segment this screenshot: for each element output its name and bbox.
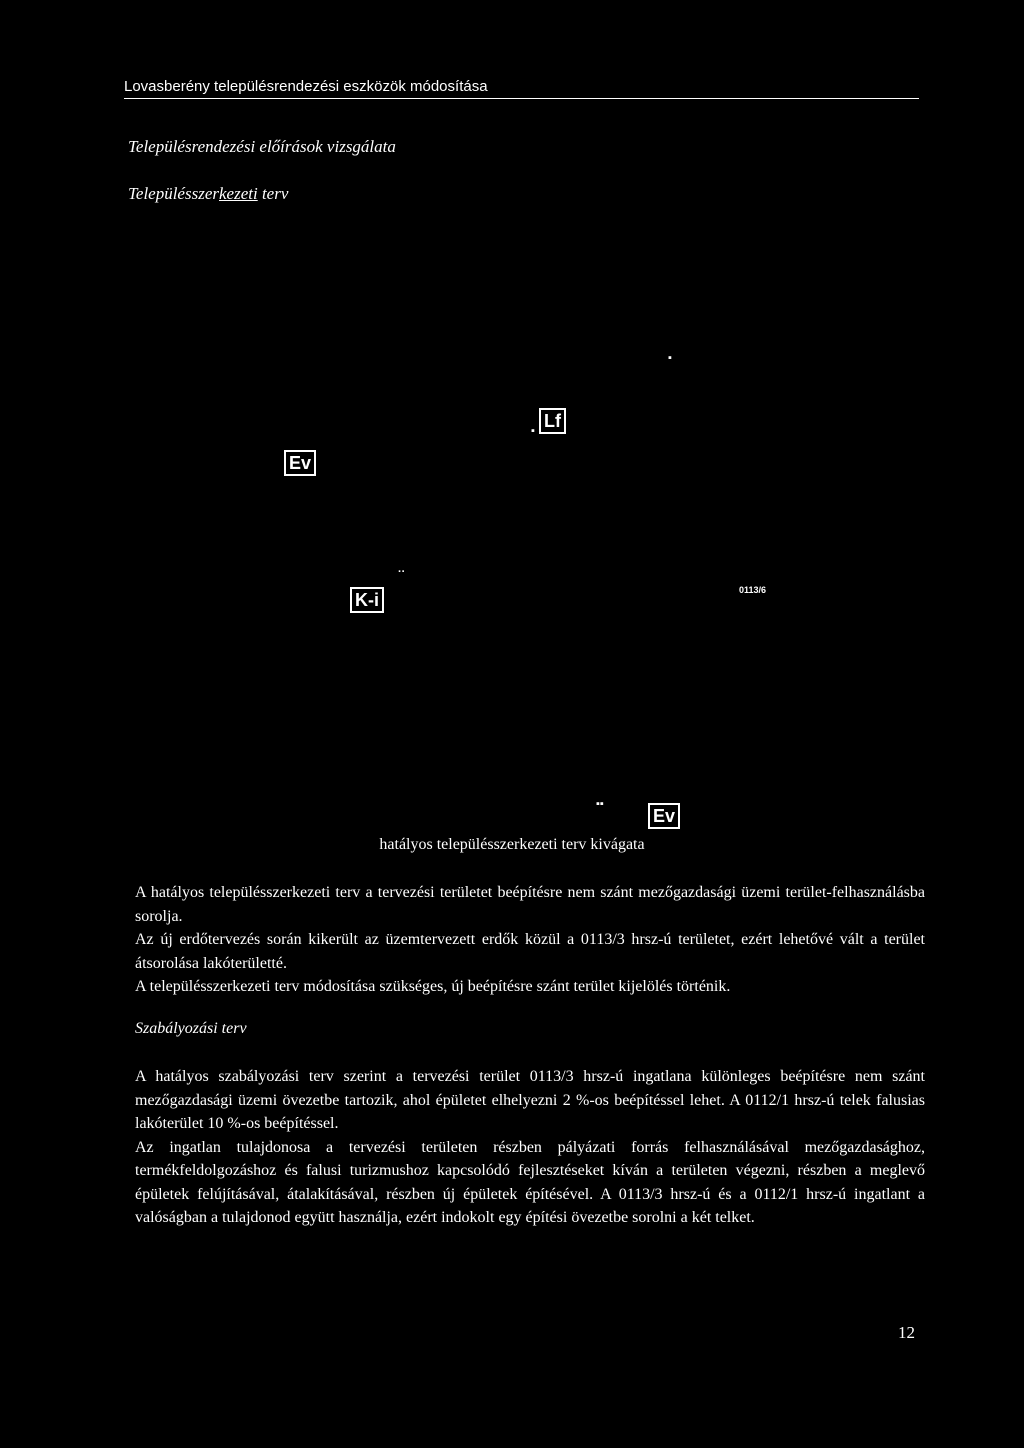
page-number: 12 [898, 1323, 915, 1342]
subheading-regulation-plan: Szabályozási terv [135, 1020, 247, 1037]
paragraph: Az ingatlan tulajdonosa a tervezési területen részben pályázati forrás felhasználásával mezőgazdasághoz, termékfeldolgozáshoz és falusi turizmushoz kapcsolódó fejlesztéseket kíván a területen végezni, részben a meglevő épületek felújításával, átalakításával, részben új épületek építésével. A 0113/3 hrsz-ú és a 0112/1 hrsz-ú ingatlant a valóságban a tulajdonod együtt használja, ezért indokolt egy építési övezetbe sorolni a két telket. [135, 1138, 925, 1226]
section-title: Településrendezési előírások vizsgálata [128, 137, 396, 156]
map-label-lf: Lf [539, 408, 566, 434]
map-mark: ▪ [531, 425, 535, 437]
regulation-plan-text [135, 1065, 925, 1230]
subtitle-part-2: terv [257, 184, 289, 203]
paragraph: A településszerkezeti terv módosítása szükséges, új beépítésre szánt terület kijelölés történik. [135, 978, 731, 995]
parcel-number: 0113/6 [739, 585, 767, 595]
paragraph: Az új erdőtervezés során kikerült az üzemtervezett erdők közül a 0113/3 hrsz-ú területet, ezért lehetővé vált a terület átsorolása lakóterületté. [135, 931, 925, 972]
map-mark: ·· [398, 566, 406, 578]
map-caption: hatályos településszerkezeti terv kivágata [379, 836, 645, 853]
map-label-ki: K-i [350, 587, 384, 613]
map-mark: ▪▪ [596, 798, 604, 810]
section-subtitle [128, 184, 288, 204]
map-label-ev-bottom: Ev [648, 803, 680, 829]
subtitle-part-1: Településszer [128, 184, 219, 203]
subtitle-part-underlined: kezeti [219, 184, 258, 203]
map-mark: ▪ [668, 352, 672, 364]
page-header: Lovasberény településrendezési eszközök módosítása [124, 78, 919, 99]
map-label-ev-top: Ev [284, 450, 316, 476]
paragraph: A hatályos településszerkezeti terv a tervezési területet beépítésre nem szánt mezőgazdasági üzemi terület-felhasználásba sorolja. [135, 884, 925, 925]
structure-plan-text [135, 881, 925, 999]
paragraph: A hatályos szabályozási terv szerint a tervezési terület 0113/3 hrsz-ú ingatlana különleges beépítésre nem szánt mezőgazdasági üzemi övezetbe tartozik, ahol épületet elhelyezni 2 %-os beépítéssel lehet. A 0112/1 hrsz-ú telek falusias lakóterület 10 %-os beépítéssel. [135, 1068, 925, 1132]
